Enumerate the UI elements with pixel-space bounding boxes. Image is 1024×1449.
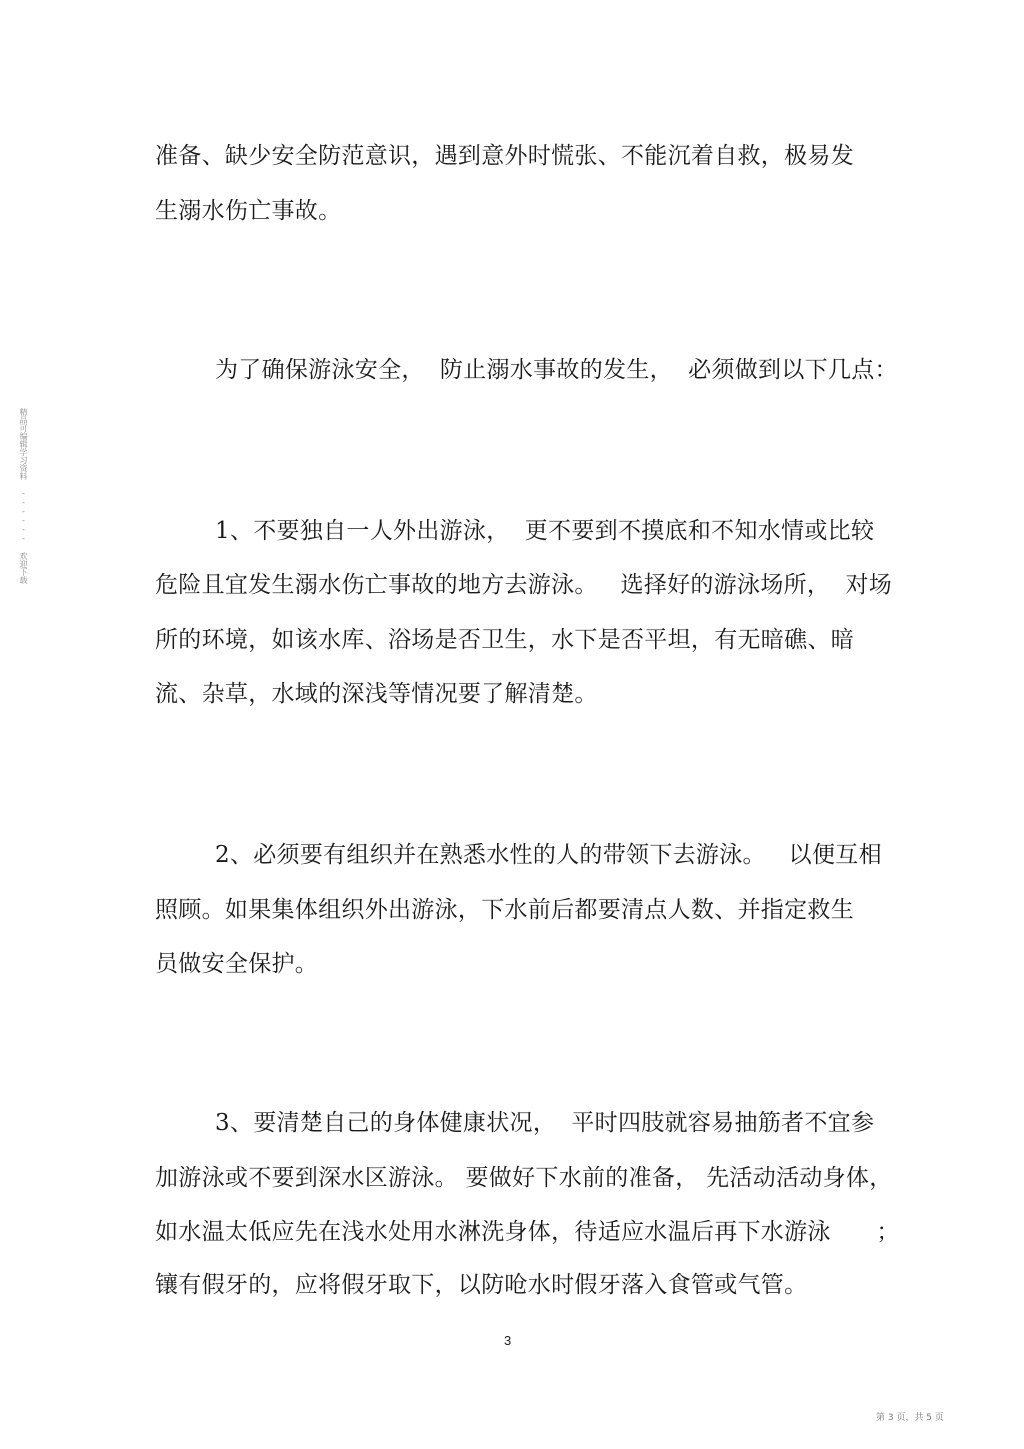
text-line: 员做安全保护。 [155,951,319,977]
text-line: 加游泳或不要到深水区游泳。 要做好下水前的准备， 先活动活动身体， [155,1165,893,1191]
text-line: 生溺水伤亡事故。 [155,198,342,224]
footer-page-indicator: 第 3 页，共 5 页 [876,1413,944,1423]
text-line: 危险且宜发生溺水伤亡事故的地方去游泳。 选择好的游泳场所， 对场 [155,572,893,598]
text-line: 如水温太低应先在浅水处用水淋洗身体，待适应水温后再下水游泳 ； [155,1219,900,1245]
page-number: 3 [504,1333,512,1348]
side-watermark: 精品可编辑学习资料 ------ 欢迎下载 [19,408,28,584]
text-line: 准备、缺少安全防范意识，遇到意外时慌张、不能沉着自救，极易发 [155,143,854,169]
text-line: 3、要清楚自己的身体健康状况， 平时四肢就容易抽筋者不宜参 [215,1110,875,1136]
text-line: 为了确保游泳安全， 防止溺水事故的发生， 必须做到以下几点： [215,357,898,383]
text-line: 2、必须要有组织并在熟悉水性的人的带领下去游泳。 以便互相 [215,842,882,868]
text-line: 镶有假牙的，应将假牙取下，以防呛水时假牙落入食管或气管。 [155,1272,808,1298]
text-line: 1、不要独自一人外出游泳， 更不要到不摸底和不知水情或比较 [215,518,875,544]
text-line: 流、杂草，水域的深浅等情况要了解清楚。 [155,681,598,707]
text-line: 所的环境，如该水库、浴场是否卫生，水下是否平坦，有无暗礁、暗 [155,627,854,653]
text-line: 照顾。如果集体组织外出游泳，下水前后都要清点人数、并指定救生 [155,897,854,923]
